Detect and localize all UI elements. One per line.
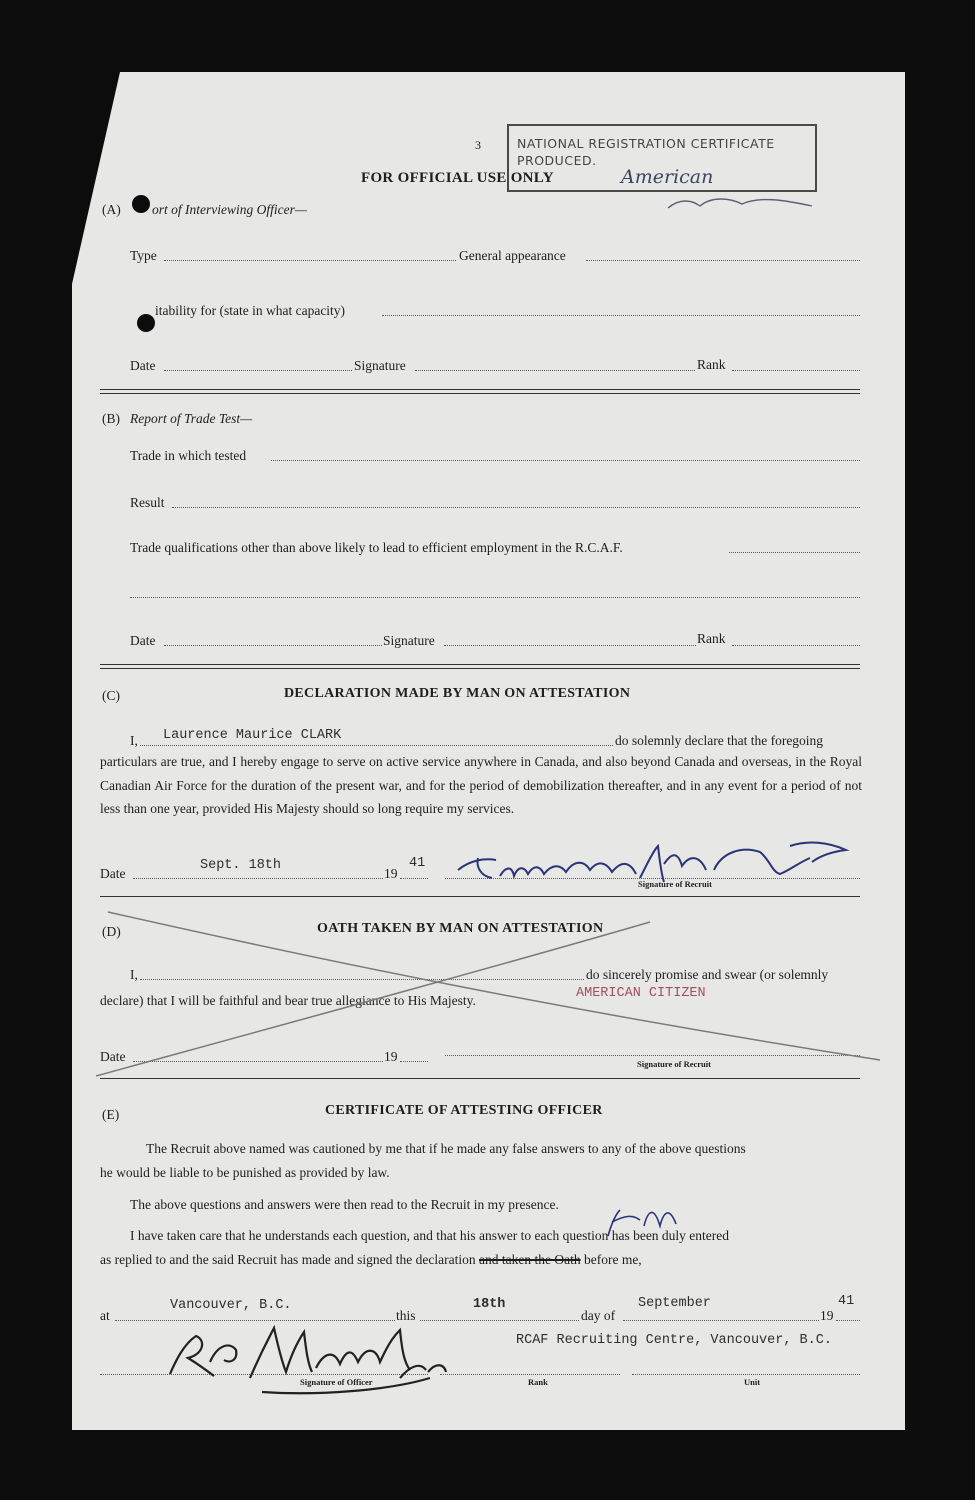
e-year-prefix: 19 [820, 1308, 834, 1323]
suitability-field[interactable] [382, 315, 860, 316]
day-of-label: day of [581, 1308, 616, 1323]
section-c-title: DECLARATION MADE BY MAN ON ATTESTATION [284, 686, 631, 701]
result-label: Result [130, 495, 165, 510]
place-typed: Vancouver, B.C. [170, 1298, 292, 1313]
section-a-signature-field[interactable] [415, 370, 695, 371]
section-b-rank-field[interactable] [732, 645, 860, 646]
day-field[interactable] [420, 1320, 579, 1321]
section-a-title: ort of Interviewing Officer— [152, 202, 307, 217]
american-citizen-stamp: AMERICAN CITIZEN [576, 986, 706, 1001]
section-e-title: CERTIFICATE OF ATTESTING OFFICER [325, 1103, 603, 1118]
officer-unit-caption: Unit [744, 1377, 761, 1387]
day-typed: 18th [473, 1297, 506, 1312]
section-d-year-field[interactable] [400, 1061, 428, 1062]
page-number: 3 [475, 138, 481, 152]
recruit-signature-caption-c: Signature of Recruit [638, 879, 712, 889]
punch-hole-middle [137, 314, 155, 332]
section-b-rank-label: Rank [697, 631, 726, 646]
declaration-line1-end: do solemnly declare that the foregoing [615, 733, 824, 748]
section-a-signature-label: Signature [354, 358, 406, 373]
section-d-year-prefix: 19 [384, 1049, 398, 1064]
result-field[interactable] [172, 507, 860, 508]
certificate-para3-b-end: before me, [583, 1252, 642, 1267]
declaration-date-typed: Sept. 18th [200, 858, 282, 873]
this-label: this [396, 1308, 416, 1323]
place-field[interactable] [115, 1320, 395, 1321]
divider-b-c [100, 664, 860, 669]
declaration-body: particulars are true, and I hereby engage to serve on active service anywhere in Canada, and also beyond Canada and overseas, in the Royal Canadian Air Force for the duration of the present war, and for the period of demobilization thereafter, and in any event for a period of not less than one year, provided His Majesty should so long require my services. [100, 754, 862, 816]
oath-line1-end: do sincerely promise and swear (or solemnly [586, 967, 829, 982]
section-c-i: I, [130, 733, 138, 748]
officer-rank-field[interactable] [440, 1374, 620, 1375]
page-title: FOR OFFICIAL USE ONLY [361, 170, 554, 186]
officer-unit-field[interactable] [632, 1374, 860, 1375]
section-a-letter: (A) [102, 202, 121, 217]
section-d-date-field[interactable] [133, 1061, 383, 1062]
recruit-signature-caption-d: Signature of Recruit [637, 1059, 711, 1069]
oath-line2: declare) that I will be faithful and bear true allegiance to His Majesty. [100, 993, 476, 1008]
stamp-handwritten-note: American [621, 166, 714, 188]
section-c-date-label: Date [100, 866, 126, 881]
section-d-title: OATH TAKEN BY MAN ON ATTESTATION [317, 921, 604, 936]
section-e-letter: (E) [102, 1107, 120, 1122]
certificate-para2: The above questions and answers were then read to the Recruit in my presence. [130, 1197, 559, 1212]
section-c-letter: (C) [102, 688, 120, 703]
at-label: at [100, 1308, 110, 1323]
general-appearance-field[interactable] [586, 260, 860, 261]
section-c-year-field[interactable] [400, 878, 428, 879]
section-a-date-field[interactable] [164, 370, 352, 371]
struck-oath-text: and taken the Oath [479, 1252, 581, 1267]
section-b-signature-field[interactable] [444, 645, 696, 646]
month-typed: September [638, 1296, 711, 1311]
section-b-letter: (B) [102, 411, 120, 426]
trade-tested-field[interactable] [271, 460, 860, 461]
certificate-para3-a: I have taken care that he understands each question, and that his answer to each question has been duly entered [130, 1228, 730, 1243]
divider-d-e [100, 1078, 860, 1079]
declaration-year-typed: 41 [409, 856, 426, 871]
stamp-line-2: PRODUCED. [517, 153, 597, 168]
section-c-date-field[interactable] [133, 878, 383, 879]
certificate-para3-b-text: as replied to and the said Recruit has made and signed the declaration [100, 1252, 476, 1267]
punch-hole-top [132, 195, 150, 213]
section-c-year-prefix: 19 [384, 866, 398, 881]
recruit-name-typed: Laurence Maurice CLARK [163, 728, 342, 743]
certificate-para3-b [100, 1252, 642, 1268]
section-a-rank-label: Rank [697, 357, 726, 372]
certificate-para1-a: The Recruit above named was cautioned by me that if he made any false answers to any of the above questions [146, 1141, 746, 1156]
trade-tested-label: Trade in which tested [130, 448, 247, 463]
type-label: Type [130, 248, 157, 263]
divider-c-d [100, 896, 860, 897]
section-b-signature-label: Signature [383, 633, 435, 648]
certificate-para1-b: he would be liable to be punished as provided by law. [100, 1165, 390, 1180]
e-year-typed: 41 [838, 1294, 855, 1309]
officer-signature-field[interactable] [100, 1374, 428, 1375]
stamp-line-1: NATIONAL REGISTRATION CERTIFICATE [517, 136, 775, 151]
qualifications-field-2[interactable] [130, 597, 860, 598]
section-b-title: Report of Trade Test— [130, 411, 253, 426]
oath-name-field[interactable] [140, 979, 584, 980]
section-d-letter: (D) [102, 924, 121, 939]
recruit-signature-field-d[interactable] [445, 1055, 860, 1056]
registration-stamp [507, 124, 817, 192]
suitability-label: itability for (state in what capacity) [155, 303, 346, 318]
qualifications-label: Trade qualifications other than above likely to lead to efficient employment in the R.C.A.F. [130, 540, 623, 555]
section-b-date-field[interactable] [164, 645, 382, 646]
general-appearance-label: General appearance [459, 248, 566, 263]
recruit-name-field[interactable] [140, 745, 613, 746]
section-d-i: I, [130, 967, 138, 982]
section-d-date-label: Date [100, 1049, 126, 1064]
type-field[interactable] [164, 260, 456, 261]
section-a-date-label: Date [130, 358, 156, 373]
qualifications-field[interactable] [729, 552, 860, 553]
unit-typed: RCAF Recruiting Centre, Vancouver, B.C. [516, 1333, 832, 1348]
month-field[interactable] [623, 1320, 819, 1321]
section-b-date-label: Date [130, 633, 156, 648]
officer-signature-caption: Signature of Officer [300, 1377, 373, 1387]
section-a-rank-field[interactable] [732, 370, 860, 371]
e-year-field[interactable] [836, 1320, 860, 1321]
officer-rank-caption: Rank [528, 1377, 548, 1387]
divider-a-b [100, 389, 860, 394]
